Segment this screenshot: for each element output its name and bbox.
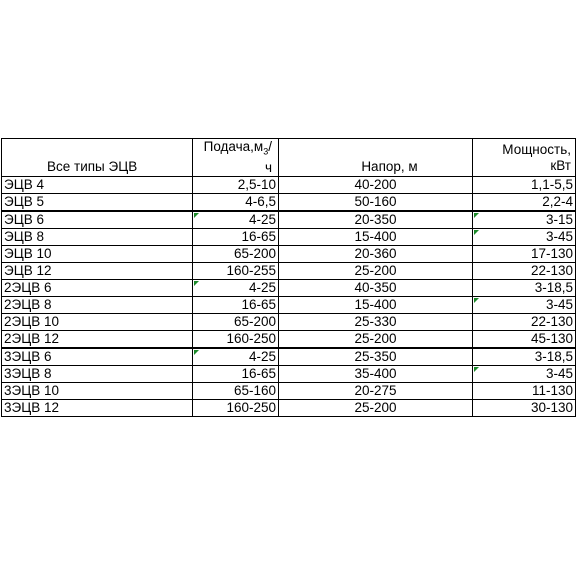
table-row	[2, 383, 576, 400]
table-row	[2, 400, 576, 417]
cell-head[interactable]: 25-200	[279, 400, 473, 417]
cell-head[interactable]: 25-350	[279, 348, 473, 366]
comment-marker-icon	[194, 213, 199, 218]
comment-marker-icon	[474, 213, 479, 218]
cell-head[interactable]: 50-160	[279, 194, 473, 212]
cell-flow[interactable]: 65-160	[193, 383, 279, 400]
table-row	[2, 366, 576, 383]
cell-flow[interactable]: 4-6,5	[193, 194, 279, 212]
cell-name[interactable]: ЭЦВ 5	[2, 194, 193, 212]
header-all-types-label: Все типы ЭЦВ	[47, 159, 138, 174]
header-flow-line1: $Подача,м_3/$	[203, 139, 272, 157]
cell-power[interactable]: 45-130	[473, 331, 576, 349]
cell-flow-value: 4-25	[248, 212, 276, 227]
table-row	[2, 331, 576, 349]
comment-marker-icon	[474, 367, 479, 372]
cell-name[interactable]: 3ЭЦВ 10	[2, 383, 193, 400]
cell-flow[interactable]	[193, 211, 279, 229]
cell-power-value: 3-45	[545, 366, 573, 381]
cell-flow[interactable]	[193, 348, 279, 366]
cell-power[interactable]: 3-18,5	[473, 348, 576, 366]
cell-power[interactable]	[473, 211, 576, 229]
cell-power[interactable]: 22-130	[473, 314, 576, 331]
cell-name[interactable]: ЭЦВ 4	[2, 177, 193, 194]
cell-flow[interactable]: 65-200	[193, 246, 279, 263]
cell-flow[interactable]: 160-250	[193, 331, 279, 349]
table-row	[2, 229, 576, 246]
cell-flow[interactable]: 65-200	[193, 314, 279, 331]
header-power[interactable]	[473, 139, 576, 177]
cell-name[interactable]: 3ЭЦВ 12	[2, 400, 193, 417]
comment-marker-icon	[194, 281, 199, 286]
cell-flow-value: 4-25	[248, 280, 276, 295]
cell-power[interactable]: 11-130	[473, 383, 576, 400]
header-all-types[interactable]	[2, 139, 193, 177]
comment-marker-icon	[474, 298, 479, 303]
header-head[interactable]	[279, 139, 473, 177]
cell-power-value: 3-45	[545, 229, 573, 244]
cell-head[interactable]: 25-200	[279, 263, 473, 280]
table-row	[2, 246, 576, 263]
cell-head[interactable]: 40-200	[279, 177, 473, 194]
cell-flow[interactable]	[193, 280, 279, 297]
cell-name[interactable]: 2ЭЦВ 10	[2, 314, 193, 331]
cell-flow[interactable]: 16-65	[193, 366, 279, 383]
cell-flow[interactable]: 16-65	[193, 229, 279, 246]
cell-power[interactable]: 22-130	[473, 263, 576, 280]
header-power-line2: кВт	[550, 157, 571, 173]
cell-power[interactable]: 30-130	[473, 400, 576, 417]
table-row	[2, 194, 576, 212]
cell-power[interactable]	[473, 297, 576, 314]
header-row	[2, 139, 576, 177]
table-row	[2, 211, 576, 229]
cell-flow[interactable]: 2,5-10	[193, 177, 279, 194]
cell-head[interactable]: 15-400	[279, 297, 473, 314]
cell-name[interactable]: 2ЭЦВ 12	[2, 331, 193, 349]
table-row	[2, 348, 576, 366]
cell-head[interactable]: 35-400	[279, 366, 473, 383]
cell-name[interactable]: ЭЦВ 8	[2, 229, 193, 246]
cell-name[interactable]: 2ЭЦВ 6	[2, 280, 193, 297]
cell-head[interactable]: 20-350	[279, 211, 473, 229]
table-row	[2, 314, 576, 331]
cell-flow-value: 4-25	[248, 349, 276, 364]
cell-power[interactable]: 2,2-4	[473, 194, 576, 212]
cell-flow[interactable]: 160-255	[193, 263, 279, 280]
cell-head[interactable]: 25-200	[279, 331, 473, 349]
cell-name[interactable]: 3ЭЦВ 8	[2, 366, 193, 383]
cell-name[interactable]: 2ЭЦВ 8	[2, 297, 193, 314]
table-row	[2, 280, 576, 297]
cell-power[interactable]	[473, 229, 576, 246]
cell-power[interactable]: 3-18,5	[473, 280, 576, 297]
cell-flow[interactable]: 160-250	[193, 400, 279, 417]
header-flow[interactable]	[193, 139, 279, 177]
header-power-line1: Мощность,	[502, 141, 571, 157]
header-flow-line2: ч	[264, 159, 272, 175]
cell-head[interactable]: 25-330	[279, 314, 473, 331]
cell-head[interactable]: 40-350	[279, 280, 473, 297]
cell-name[interactable]: ЭЦВ 12	[2, 263, 193, 280]
cell-head[interactable]: 20-275	[279, 383, 473, 400]
cell-power[interactable]	[473, 366, 576, 383]
table-row	[2, 297, 576, 314]
cell-power-value: 3-45	[545, 297, 573, 312]
pump-spec-table	[1, 138, 576, 417]
comment-marker-icon	[194, 350, 199, 355]
cell-power[interactable]: 1,1-5,5	[473, 177, 576, 194]
table-row	[2, 177, 576, 194]
cell-name[interactable]: 3ЭЦВ 6	[2, 348, 193, 366]
cell-power[interactable]: 17-130	[473, 246, 576, 263]
table-row	[2, 263, 576, 280]
cell-head[interactable]: 15-400	[279, 229, 473, 246]
cell-name[interactable]: ЭЦВ 6	[2, 211, 193, 229]
cell-flow[interactable]: 16-65	[193, 297, 279, 314]
comment-marker-icon	[474, 230, 479, 235]
cell-name[interactable]: ЭЦВ 10	[2, 246, 193, 263]
cell-power-value: 3-15	[545, 212, 573, 227]
cell-head[interactable]: 20-360	[279, 246, 473, 263]
header-head-label: Напор, м	[361, 159, 418, 174]
